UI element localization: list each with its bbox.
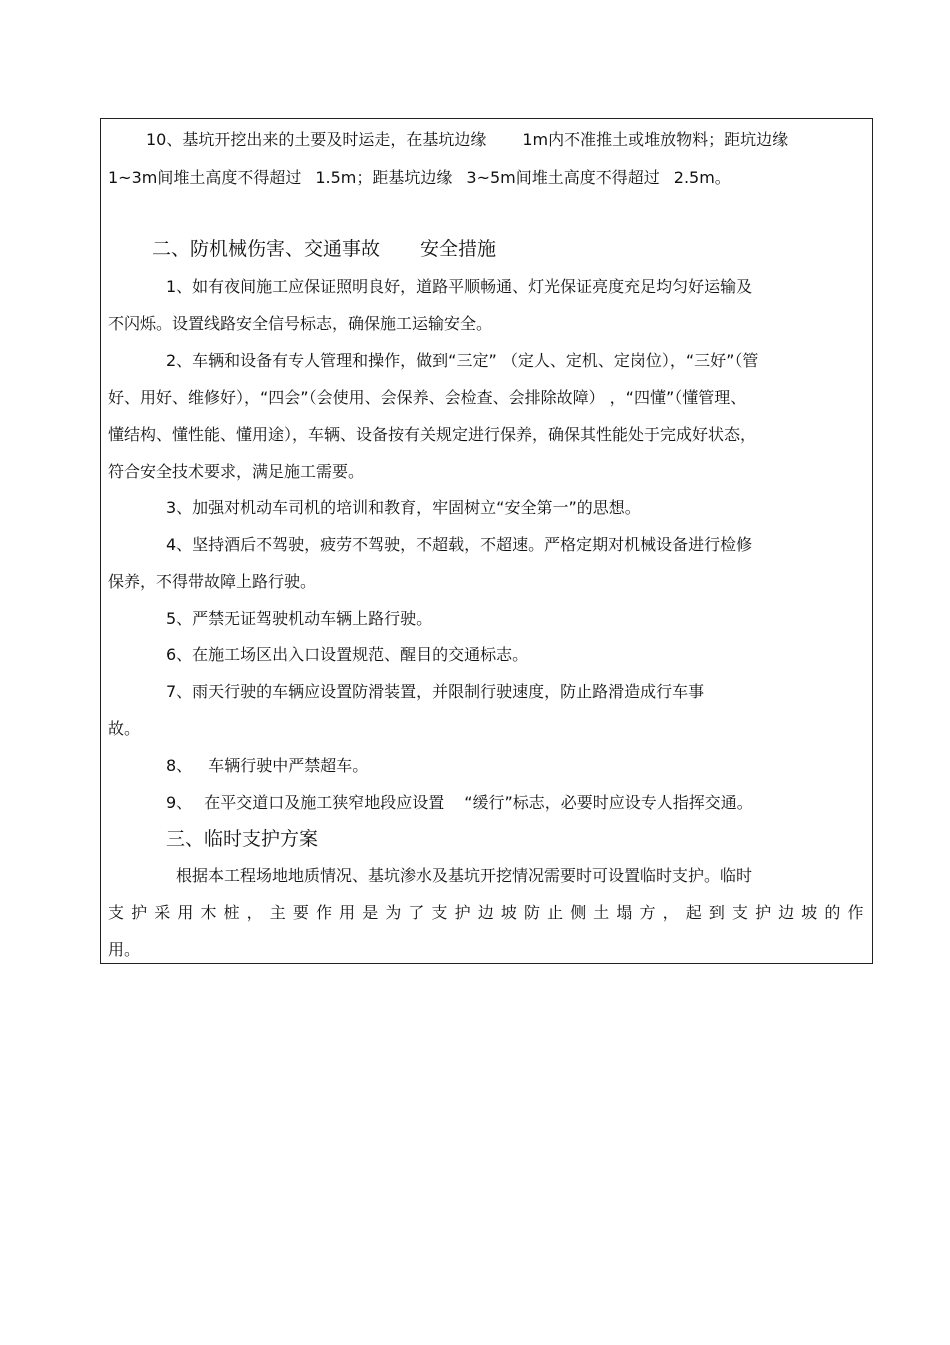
- s2-p9-text-a: 在平交道口及施工狭窄地段应设置: [204, 793, 445, 812]
- s3-line2-char: 用: [177, 903, 194, 922]
- s3-line2-char: 防: [523, 903, 540, 922]
- s2-p8-text: 车辆行驶中严禁超车。: [208, 756, 369, 775]
- section2-heading-b: 安全措施: [420, 238, 497, 260]
- s2-p8: [166, 756, 368, 776]
- item10-text-b: 1m内不准推土或堆放物料；距坑边缘: [522, 130, 789, 149]
- s2-p9-text-b: “缓行”标志，必要时应设专人指挥交通。: [464, 793, 753, 812]
- s2-p2-line3: 懂结构、懂性能、懂用途），车辆、设备按有关规定进行保养，确保其性能处于完成好状态，: [108, 425, 757, 444]
- s2-p2-line2: 好、用好、维修好），“四会”（会使用、会保养、会检查、会排除故障） ，“四懂”（懂管理、: [108, 388, 747, 407]
- s2-p1-line2: 不闪烁。设置线路安全信号标志，确保施工运输安全。: [108, 314, 493, 333]
- s2-p5: 5、严禁无证驾驶机动车辆上路行驶。: [166, 609, 433, 628]
- s3-line2-char: 为: [385, 903, 402, 922]
- s3-line2-char: ，: [662, 903, 679, 922]
- s3-line2-char: 止: [547, 903, 564, 922]
- s3-line2-char: 边: [477, 903, 494, 922]
- s2-p4-line1: 4、坚持酒后不驾驶，疲劳不驾驶，不超载，不超速。严格定期对机械设备进行检修: [166, 535, 753, 554]
- s3-line2-char: 了: [408, 903, 425, 922]
- s2-p4-line2: 保养，不得带故障上路行驶。: [108, 572, 317, 591]
- s3-line2-char: 护: [454, 903, 471, 922]
- s3-line2-char: 作: [847, 903, 864, 922]
- section2-heading-a: 二、防机械伤害、交通事故: [152, 238, 381, 260]
- s2-p9-number: 9、: [166, 793, 193, 812]
- s2-p1-line1: 1、如有夜间施工应保证照明良好，道路平顺畅通、灯光保证亮度充足均匀好运输及: [166, 277, 753, 296]
- s2-p3: 3、加强对机动车司机的培训和教育，牢固树立“安全第一”的思想。: [166, 498, 641, 517]
- section3-heading: 三、临时支护方案: [166, 828, 319, 850]
- s3-line2-char: 坡: [801, 903, 818, 922]
- s3-line2-char: 用: [339, 903, 356, 922]
- s2-p2-line1: 2、车辆和设备有专人管理和操作，做到“三定” （定人、定机、定岗位），“三好”（管: [166, 351, 759, 370]
- s3-line2-char: 塌: [616, 903, 633, 922]
- s3-line2-char: 是: [362, 903, 379, 922]
- item10-text-d: 1.5m；距基坑边缘: [315, 168, 453, 187]
- item10-line2: [108, 168, 731, 188]
- s3-line3: 用。: [108, 940, 141, 959]
- s3-line2-char: 作: [315, 903, 332, 922]
- s2-p7-line2: 故。: [108, 719, 141, 738]
- item10-text-f: 2.5m。: [673, 168, 731, 187]
- s3-line2-char: 桩: [223, 903, 240, 922]
- s3-line2-char: 护: [131, 903, 148, 922]
- item10-text-a: 10、基坑开挖出来的土要及时运走，在基坑边缘: [146, 130, 487, 149]
- s3-line2-char: 的: [824, 903, 841, 922]
- s3-line2-char: 侧: [570, 903, 587, 922]
- section2-heading: [152, 237, 496, 261]
- s3-line2-char: 土: [593, 903, 610, 922]
- s3-line2-char: 支: [431, 903, 448, 922]
- s2-p9: [166, 793, 753, 813]
- s2-p8-number: 8、: [166, 756, 193, 775]
- s2-p2-line4: 符合安全技术要求，满足施工需要。: [108, 462, 365, 481]
- s3-line2-char: ，: [246, 903, 263, 922]
- s3-line2-char: 方: [639, 903, 656, 922]
- s3-line2-char: 支: [731, 903, 748, 922]
- s3-line2-char: 要: [292, 903, 309, 922]
- s3-line2-char: 护: [755, 903, 772, 922]
- item10-line1: [146, 130, 788, 150]
- s3-line2: [108, 903, 864, 923]
- s3-line2-char: 采: [154, 903, 171, 922]
- s3-line2-char: 坡: [500, 903, 517, 922]
- s3-line2-char: 到: [708, 903, 725, 922]
- s3-line2-char: 木: [200, 903, 217, 922]
- s2-p6: 6、在施工场区出入口设置规范、醒目的交通标志。: [166, 645, 529, 664]
- item10-text-e: 3~5m间堆土高度不得超过: [466, 168, 660, 187]
- s3-line2-char: 主: [269, 903, 286, 922]
- s2-p7-line1: 7、雨天行驶的车辆应设置防滑装置，并限制行驶速度，防止路滑造成行车事: [166, 682, 705, 701]
- s3-line1: 根据本工程场地地质情况、基坑渗水及基坑开挖情况需要时可设置临时支护。临时: [176, 866, 753, 885]
- s3-line2-char: 支: [108, 903, 125, 922]
- item10-text-c: 1~3m间堆土高度不得超过: [108, 168, 302, 187]
- s3-line2-char: 起: [685, 903, 702, 922]
- s3-line2-char: 边: [778, 903, 795, 922]
